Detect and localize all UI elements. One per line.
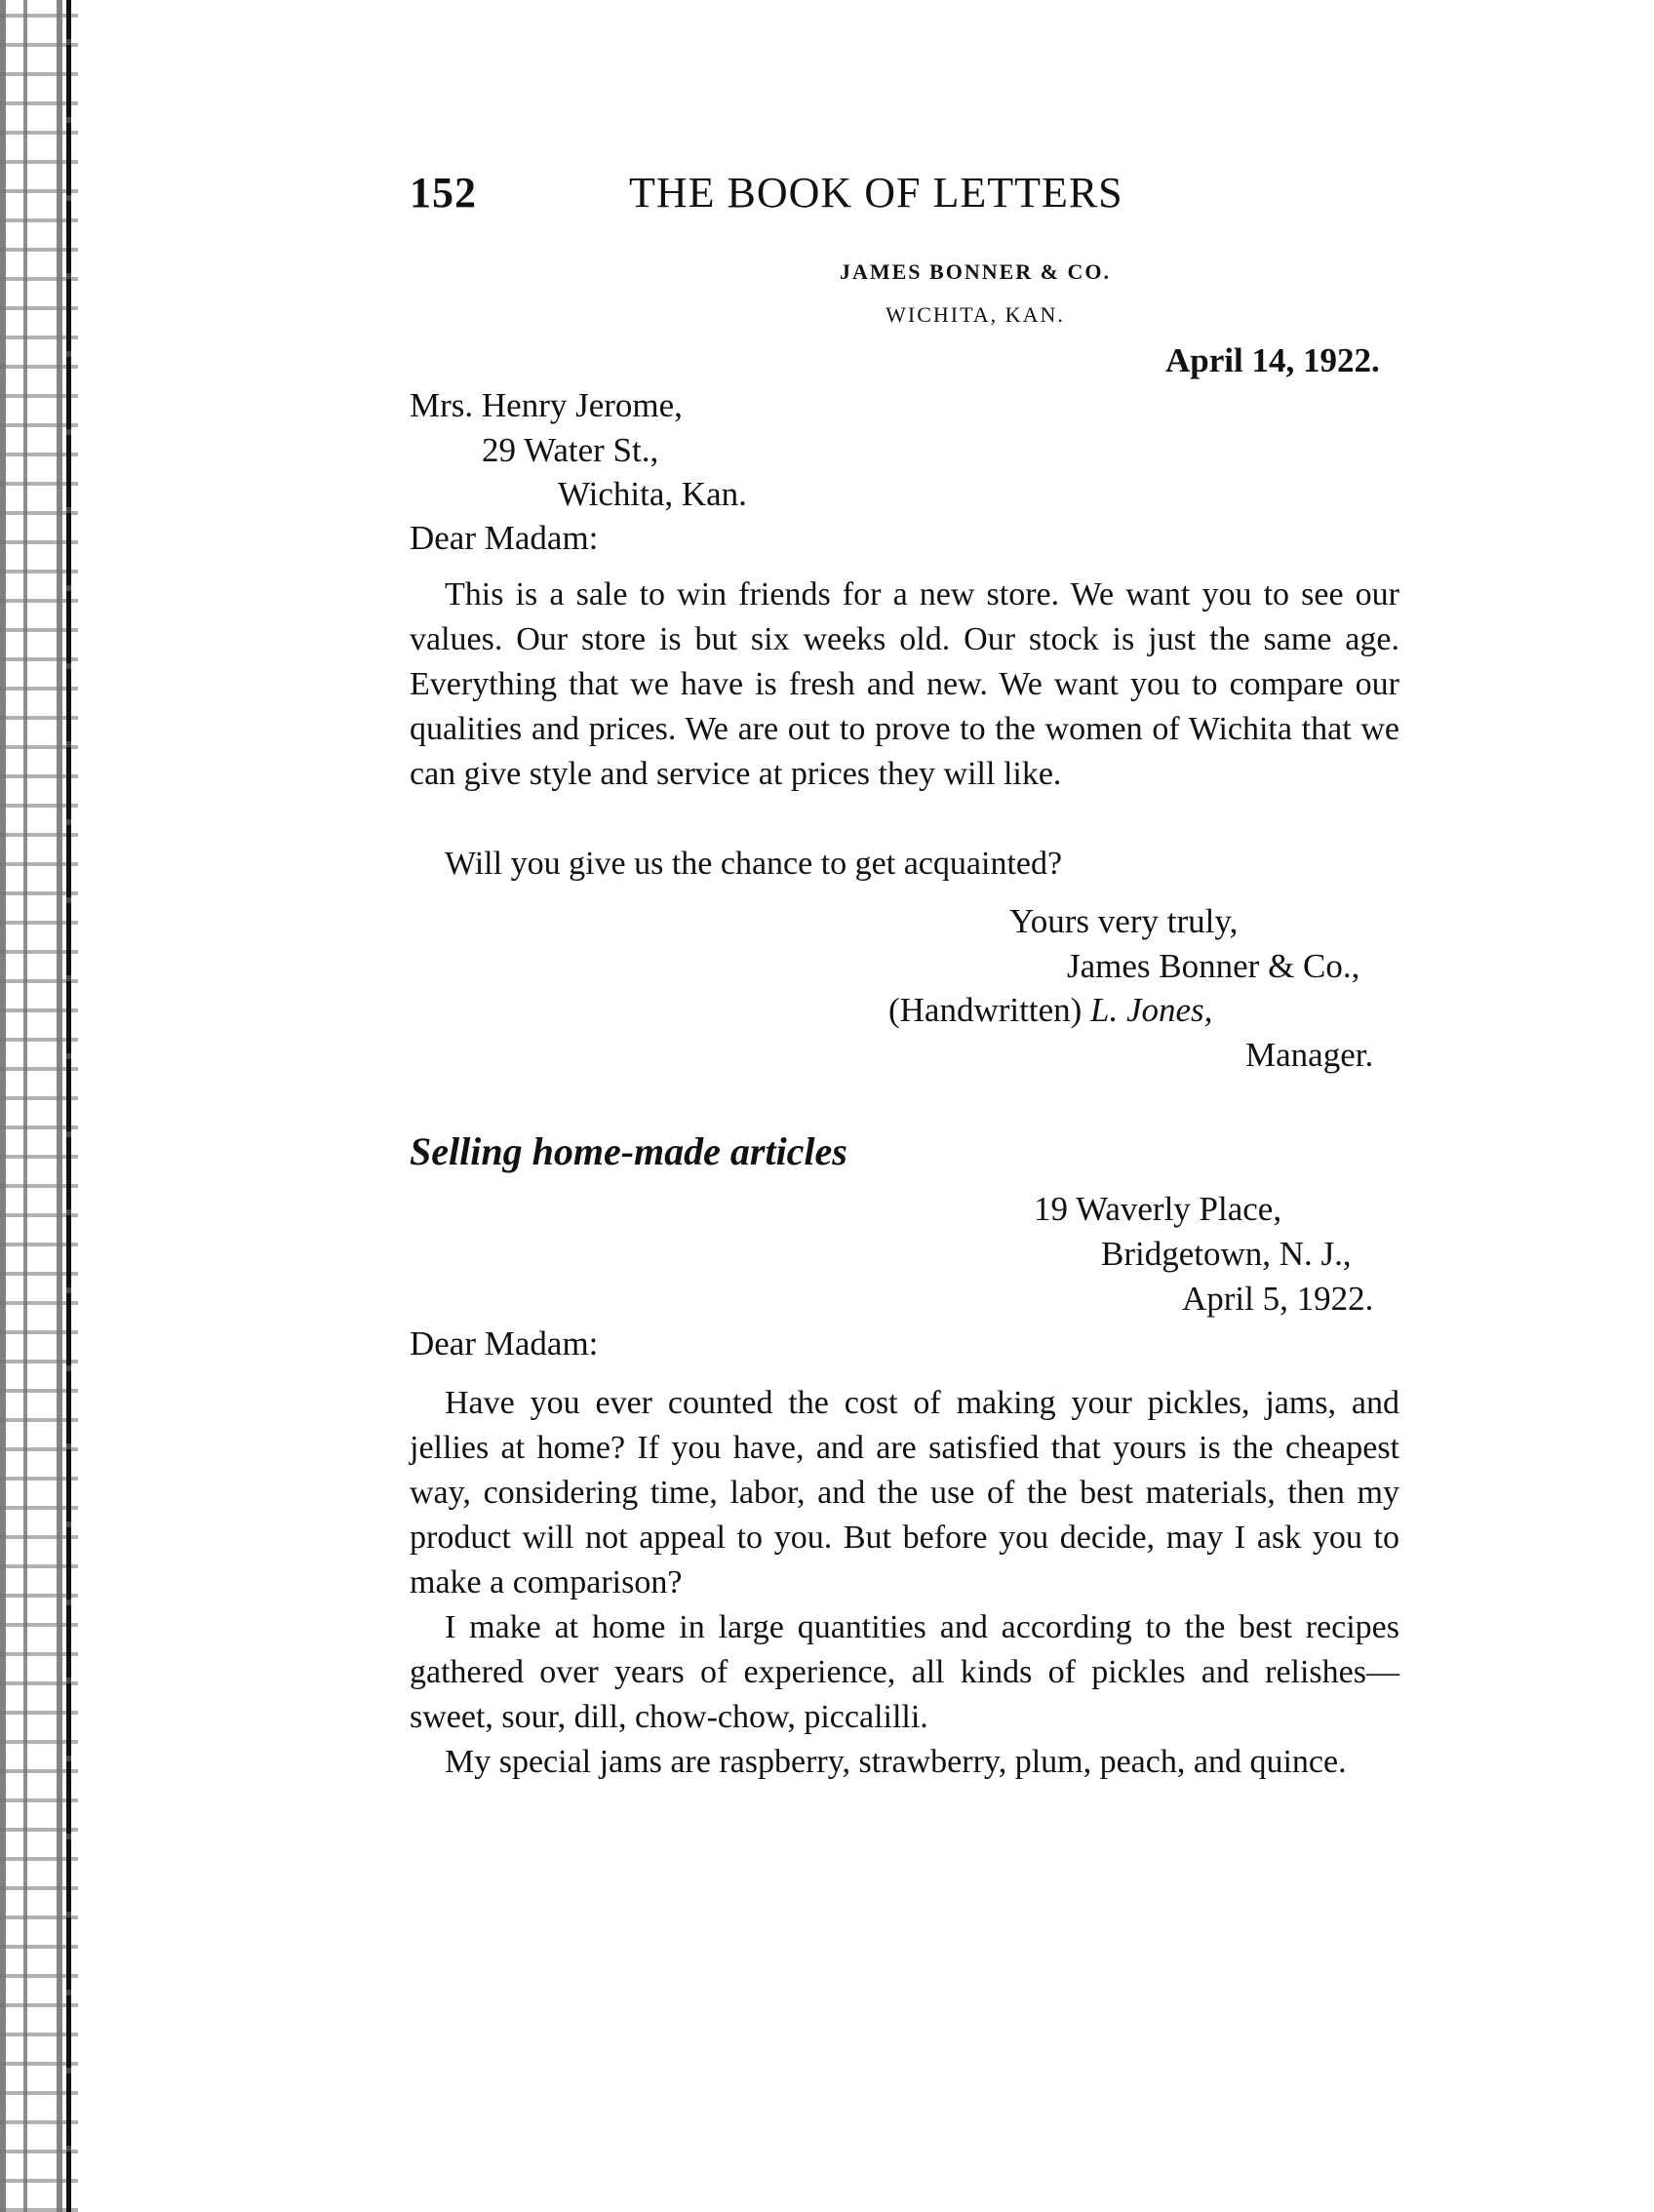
signature-note: (Handwritten) (888, 991, 1083, 1029)
letter2-address-city: Bridgetown, N. J., (1101, 1235, 1352, 1273)
letter2-date: April 5, 1922. (1182, 1280, 1374, 1318)
letter2-salutation: Dear Madam: (410, 1324, 599, 1363)
section-heading: Selling home-made articles (410, 1129, 847, 1173)
letter1-date: April 14, 1922. (1165, 341, 1380, 379)
letter1-signature-title: Manager. (1245, 1036, 1374, 1074)
letter2-address-street: 19 Waverly Place, (1034, 1190, 1282, 1228)
letter2-paragraph-1: Have you ever counted the cost of making your pickles, jams, and jellies at home? If you have, and are satisfied that yours is the cheapest way, considering time, labor, and the use of the best materials, then my product will not appeal to you. But before you decide, may I ask you to make a comparison? (410, 1385, 1399, 1600)
signature-name: L. Jones, (1090, 991, 1213, 1029)
recipient-city: Wichita, Kan. (558, 475, 747, 513)
running-head: THE BOOK OF LETTERS (629, 169, 1123, 217)
letter2-paragraph-3: My special jams are raspberry, strawberry, plum, peach, and quince. (445, 1744, 1347, 1780)
binding-shadow (66, 0, 71, 2212)
letter1-paragraph-1: This is a sale to win friends for a new store. We want you to see our values. Our store is but six weeks old. Our stock is just the same age. Everything that we have is fresh and new. We want you to compare our qualities and prices. We are out to prove to the women of Wichita that we can give style and service at prices they will like. (410, 576, 1399, 792)
letter2-paragraph-2: I make at home in large quantities and according to the best recipes gathered over years of experience, all kinds of pickles and relishes—sweet, sour, dill, chow-chow, piccalilli. (410, 1609, 1399, 1735)
letter1-paragraph-2: Will you give us the chance to get acquainted? (445, 846, 1063, 882)
letter1-signature-line (888, 993, 1212, 1027)
recipient-street: 29 Water St., (482, 431, 659, 469)
letterhead-company: JAMES BONNER & CO. (839, 259, 1111, 284)
letter1-salutation: Dear Madam: (410, 519, 599, 557)
letter1-closing: Yours very truly, (1009, 902, 1239, 940)
letter1-signature-company: James Bonner & Co., (1067, 947, 1360, 985)
page-number: 152 (410, 169, 477, 217)
recipient-name: Mrs. Henry Jerome, (410, 386, 683, 424)
letterhead-city: WICHITA, KAN. (886, 302, 1065, 327)
